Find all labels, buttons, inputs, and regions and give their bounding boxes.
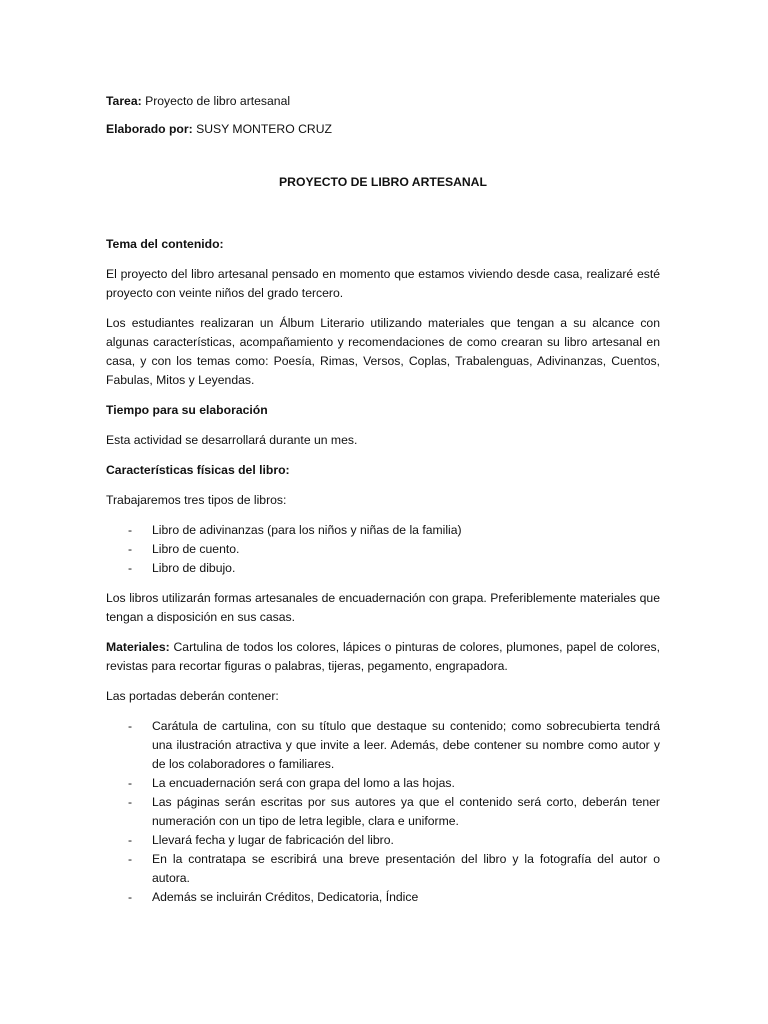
document-body xyxy=(106,92,660,918)
author-label: Elaborado por: xyxy=(106,122,193,136)
list-item: - En la contratapa se escribirá una breve presentación del libro y la fotografía del autor o autora. xyxy=(106,850,660,888)
list-item: - Libro de dibujo. xyxy=(106,559,660,578)
tema-paragraph-2: Los estudiantes realizaran un Álbum Literario utilizando materiales que tengan a su alcance con algunas características, acompañamiento y recomendaciones de como crearan su libro artesanal en casa, y con los temas como: Poesía, Rimas, Versos, Coplas, Trabalenguas, Adivinanzas, Cuentos, Fabulas, Mitos y Leyendas. xyxy=(106,316,660,387)
caracteristicas-heading: Características físicas del libro: xyxy=(106,463,290,477)
task-value: Proyecto de libro artesanal xyxy=(145,94,291,108)
list-item: - Las páginas serán escritas por sus autores ya que el contenido será corto, deberán tener numeración con un tipo de letra legible, clara e uniforme. xyxy=(106,793,660,831)
tipos-intro: Trabajaremos tres tipos de libros: xyxy=(106,493,287,507)
task-label: Tarea: xyxy=(106,94,142,108)
list-item: - Llevará fecha y lugar de fabricación del libro. xyxy=(106,831,660,850)
portadas-intro: Las portadas deberán contener: xyxy=(106,689,279,703)
author-value: SUSY MONTERO CRUZ xyxy=(196,122,332,136)
list-item: - La encuadernación será con grapa del lomo a las hojas. xyxy=(106,774,660,793)
list-item: - Además se incluirán Créditos, Dedicatoria, Índice xyxy=(106,888,660,907)
document-title: PROYECTO DE LIBRO ARTESANAL xyxy=(279,175,487,189)
list-item: - Libro de adivinanzas (para los niños y niñas de la familia) xyxy=(106,521,660,540)
materiales-text: Cartulina de todos los colores, lápices o pinturas de colores, plumones, papel de colores, revistas para recortar figuras o palabras, tijeras, pegamento, engrapadora. xyxy=(106,640,660,673)
tiempo-paragraph: Esta actividad se desarrollará durante un mes. xyxy=(106,433,358,447)
encuadernacion-paragraph: Los libros utilizarán formas artesanales de encuadernación con grapa. Preferiblemente materiales que tengan a disposición en sus casas. xyxy=(106,591,660,624)
tipos-list xyxy=(106,521,660,578)
task-line xyxy=(106,92,660,111)
tema-paragraph-1: El proyecto del libro artesanal pensado en momento que estamos viviendo desde casa, realizaré esté proyecto con veinte niños del grado tercero. xyxy=(106,267,660,300)
list-item: - Carátula de cartulina, con su título que destaque su contenido; como sobrecubierta tendrá una ilustración atractiva y que invite a leer. Además, debe contener su nombre como autor y de los colaboradores o familiares. xyxy=(106,717,660,774)
tema-heading: Tema del contenido: xyxy=(106,237,224,251)
portadas-list xyxy=(106,717,660,907)
tiempo-heading: Tiempo para su elaboración xyxy=(106,403,268,417)
materiales-paragraph xyxy=(106,638,660,676)
list-item: - Libro de cuento. xyxy=(106,540,660,559)
author-line xyxy=(106,120,660,139)
materiales-label: Materiales: xyxy=(106,640,170,654)
